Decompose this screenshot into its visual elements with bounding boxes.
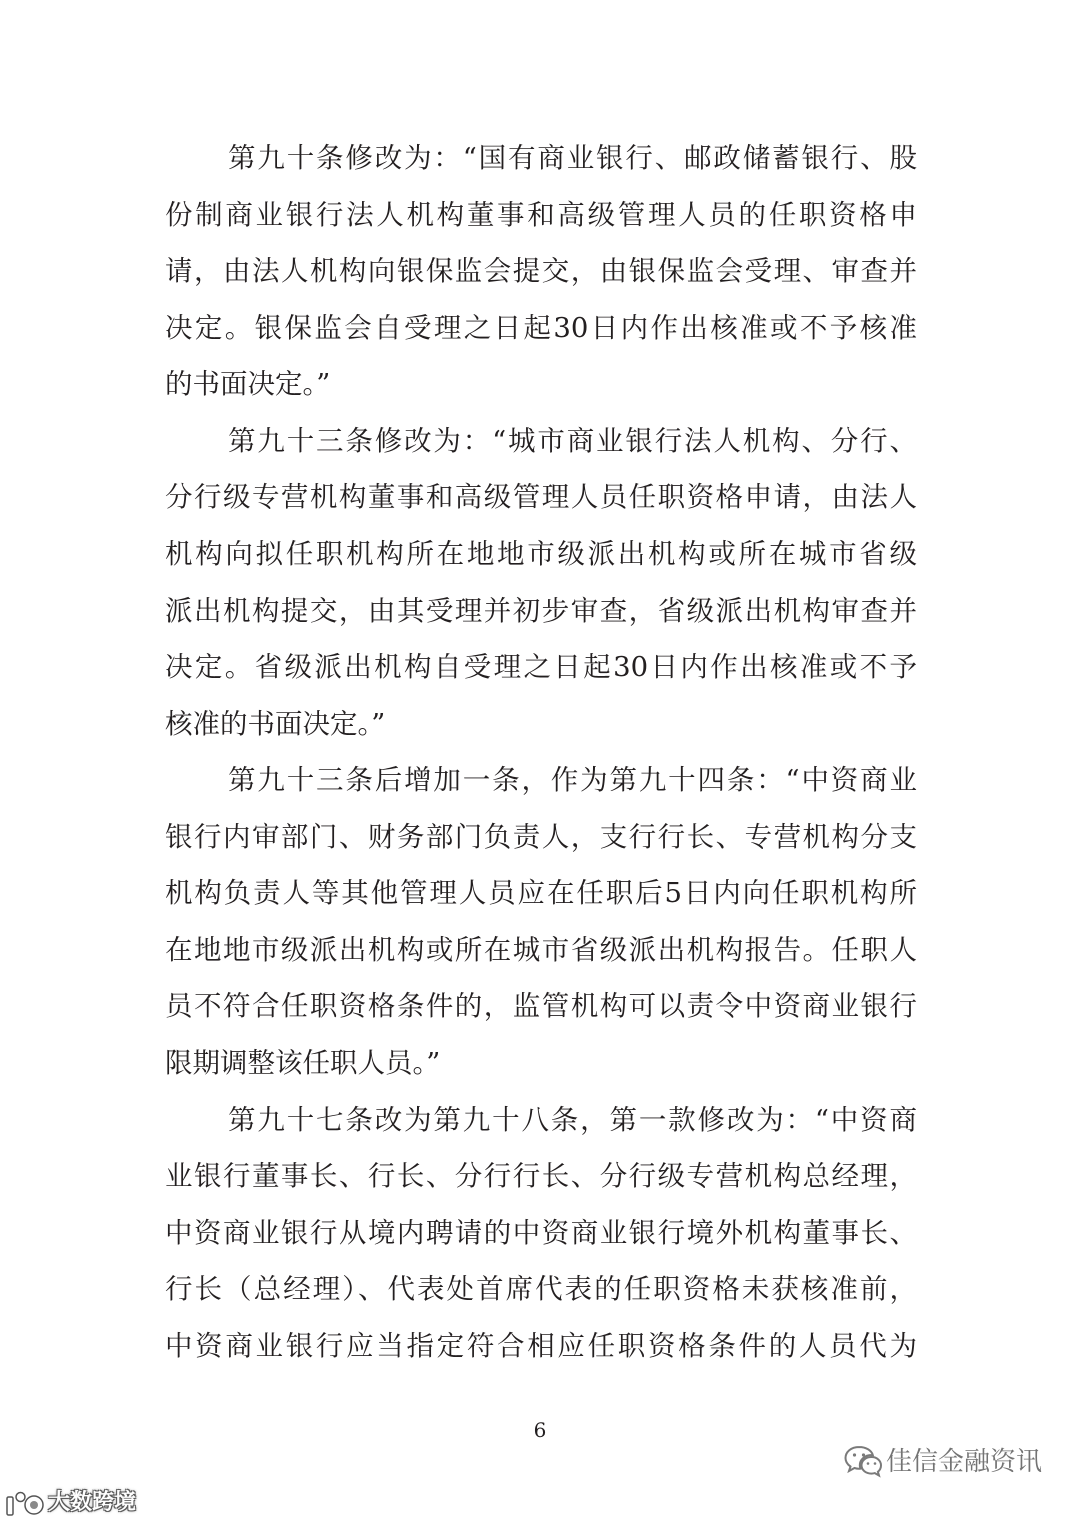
wechat-icon	[844, 1445, 882, 1479]
paragraph-line: 机构负责人等其他管理人员应在任职后5日内向任职机构所	[165, 877, 917, 910]
paragraph	[165, 413, 917, 752]
paragraph-line: 业银行董事长、行长、分行行长、分行级专营机构总经理，	[165, 1160, 917, 1193]
watermark-label: 大数跨境	[48, 1490, 137, 1515]
paragraph-line: 决定。银保监会自受理之日起30日内作出核准或不予核准	[165, 311, 917, 344]
paragraph-line: 核准的书面决定。”	[165, 707, 386, 740]
paragraph	[165, 130, 917, 413]
paragraph-line: 限期调整该任职人员。”	[165, 1047, 441, 1079]
paragraph-line: 派出机构提交，由其受理并初步审查，省级派出机构审查并	[165, 594, 917, 627]
paragraph-line: 在地地市级派出机构或所在城市省级派出机构报告。任职人	[165, 933, 917, 966]
paragraph-line: 决定。省级派出机构自受理之日起30日内作出核准或不予	[165, 651, 917, 684]
watermark-bottom-right	[844, 1444, 1042, 1480]
paragraph	[165, 752, 917, 1091]
dashu-logo-icon	[4, 1485, 46, 1521]
paragraph-line: 第九十七条改为第九十八条，第一款修改为：“中资商	[228, 1103, 917, 1136]
paragraph-line: 行长（总经理）、代表处首席代表的任职资格未获核准前，	[165, 1273, 917, 1306]
paragraph-line: 第九十三条后增加一条，作为第九十四条：“中资商业	[228, 764, 917, 797]
paragraph-line: 请，由法人机构向银保监会提交，由银保监会受理、审查并	[165, 255, 917, 288]
paragraph	[165, 1092, 917, 1375]
paragraph-line: 机构向拟任职机构所在地地市级派出机构或所在城市省级	[165, 537, 917, 570]
paragraph-line: 中资商业银行从境内聘请的中资商业银行境外机构董事长、	[165, 1216, 917, 1249]
watermark-bottom-left	[4, 1484, 136, 1522]
paragraph-line: 第九十三条修改为：“城市商业银行法人机构、分行、	[228, 424, 917, 457]
paragraph-line: 的书面决定。”	[165, 368, 331, 401]
paragraph-line: 份制商业银行法人机构董事和高级管理人员的任职资格申	[165, 198, 917, 231]
watermark-label: 佳信金融资讯	[886, 1447, 1043, 1477]
paragraph-line: 银行内审部门、财务部门负责人，支行行长、专营机构分支	[165, 820, 917, 853]
document-body	[165, 130, 917, 1374]
paragraph-line: 员不符合任职资格条件的，监管机构可以责令中资商业银行	[165, 990, 917, 1023]
paragraph-line: 第九十条修改为：“国有商业银行、邮政储蓄银行、股	[228, 142, 917, 174]
page-number: 6	[533, 1418, 547, 1442]
paragraph-line: 中资商业银行应当指定符合相应任职资格条件的人员代为	[165, 1329, 917, 1362]
paragraph-line: 分行级专营机构董事和高级管理人员任职资格申请，由法人	[165, 481, 917, 514]
